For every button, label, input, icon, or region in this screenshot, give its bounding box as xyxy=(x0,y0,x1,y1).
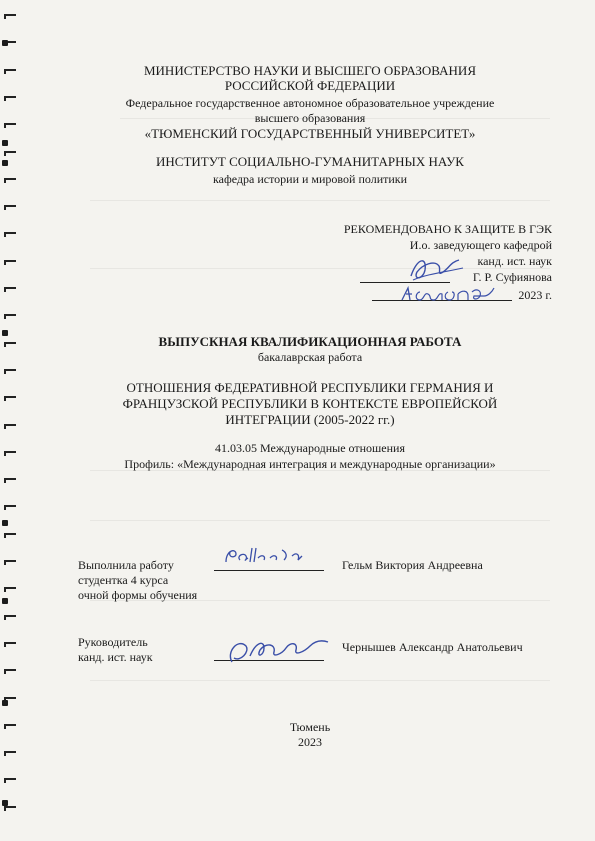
binding-mark xyxy=(4,369,16,374)
handwritten-date xyxy=(398,282,498,306)
institute-name: ИНСТИТУТ СОЦИАЛЬНО-ГУМАНИТАРНЫХ НАУК xyxy=(156,154,464,169)
footer-city: Тюмень xyxy=(289,720,331,734)
author-name: Гельм Виктория Андреевна xyxy=(342,558,483,572)
department-name: кафедра истории и мировой политики xyxy=(212,172,408,186)
binding-hole xyxy=(2,800,8,806)
head-signature xyxy=(405,252,465,286)
work-title-line-1: ОТНОШЕНИЯ ФЕДЕРАТИВНОЙ РЕСПУБЛИКИ ГЕРМАНИЯ И xyxy=(126,380,494,395)
binding-mark xyxy=(4,724,16,729)
supervisor-signature xyxy=(224,632,334,670)
binding-mark xyxy=(4,478,16,483)
binding-hole xyxy=(2,700,8,706)
binding-mark xyxy=(4,178,16,183)
binding-mark xyxy=(4,260,16,265)
binding-mark xyxy=(4,205,16,210)
binding-mark xyxy=(4,587,16,592)
binding-strip xyxy=(0,0,22,841)
binding-mark xyxy=(4,778,16,783)
author-label-1: Выполнила работу xyxy=(78,558,174,572)
supervisor-name: Чернышев Александр Анатольевич xyxy=(342,640,523,654)
binding-hole xyxy=(2,40,8,46)
profile-line: Профиль: «Международная интеграция и международные организации» xyxy=(124,457,496,471)
binding-mark xyxy=(4,123,16,128)
approval-position: И.о. заведующего кафедрой xyxy=(409,238,552,252)
binding-mark xyxy=(4,451,16,456)
work-subtype: бакалаврская работа xyxy=(257,350,363,364)
binding-mark xyxy=(4,615,16,620)
binding-hole xyxy=(2,140,8,146)
binding-mark xyxy=(4,642,16,647)
binding-hole xyxy=(2,520,8,526)
binding-mark xyxy=(4,342,16,347)
university-name: «ТЮМЕНСКИЙ ГОСУДАРСТВЕННЫЙ УНИВЕРСИТЕТ» xyxy=(144,126,476,141)
approval-year: 2023 г. xyxy=(518,288,552,302)
binding-mark xyxy=(4,560,16,565)
binding-mark xyxy=(4,424,16,429)
footer-year: 2023 xyxy=(298,735,322,749)
binding-mark xyxy=(4,69,16,74)
approval-degree: канд. ист. наук xyxy=(477,254,552,268)
ministry-line-2: РОССИЙСКОЙ ФЕДЕРАЦИИ xyxy=(224,78,396,93)
binding-mark xyxy=(4,396,16,401)
work-title-line-2: ФРАНЦУЗСКОЙ РЕСПУБЛИКИ В КОНТЕКСТЕ ЕВРОПЕЙСКОЙ xyxy=(122,396,498,411)
binding-mark xyxy=(4,232,16,237)
binding-mark xyxy=(4,505,16,510)
binding-mark xyxy=(4,751,16,756)
author-label-2: студентка 4 курса xyxy=(78,573,169,587)
author-label-3: очной формы обучения xyxy=(78,588,198,602)
binding-mark xyxy=(4,14,16,19)
binding-mark xyxy=(4,151,16,156)
institution-line-1: Федеральное государственное автономное образовательное учреждение xyxy=(125,96,495,110)
institution-line-2: высшего образования xyxy=(254,111,366,125)
supervisor-label-1: Руководитель xyxy=(78,635,148,649)
binding-mark xyxy=(4,314,16,319)
binding-hole xyxy=(2,598,8,604)
binding-mark xyxy=(4,669,16,674)
work-type: ВЫПУСКНАЯ КВАЛИФИКАЦИОННАЯ РАБОТА xyxy=(158,334,462,349)
binding-mark xyxy=(4,533,16,538)
author-signature xyxy=(222,542,322,572)
work-title-line-3: ИНТЕГРАЦИИ (2005-2022 гг.) xyxy=(225,412,395,427)
specialty-code: 41.03.05 Международные отношения xyxy=(215,441,405,455)
binding-mark xyxy=(4,96,16,101)
ministry-line-1: МИНИСТЕРСТВО НАУКИ И ВЫСШЕГО ОБРАЗОВАНИЯ xyxy=(143,63,476,78)
approval-name: Г. Р. Суфиянова xyxy=(472,270,552,284)
approval-heading: РЕКОМЕНДОВАНО К ЗАЩИТЕ В ГЭК xyxy=(343,222,552,236)
binding-hole xyxy=(2,160,8,166)
supervisor-label-2: канд. ист. наук xyxy=(78,650,153,664)
binding-mark xyxy=(4,806,16,811)
binding-hole xyxy=(2,330,8,336)
binding-mark xyxy=(4,287,16,292)
